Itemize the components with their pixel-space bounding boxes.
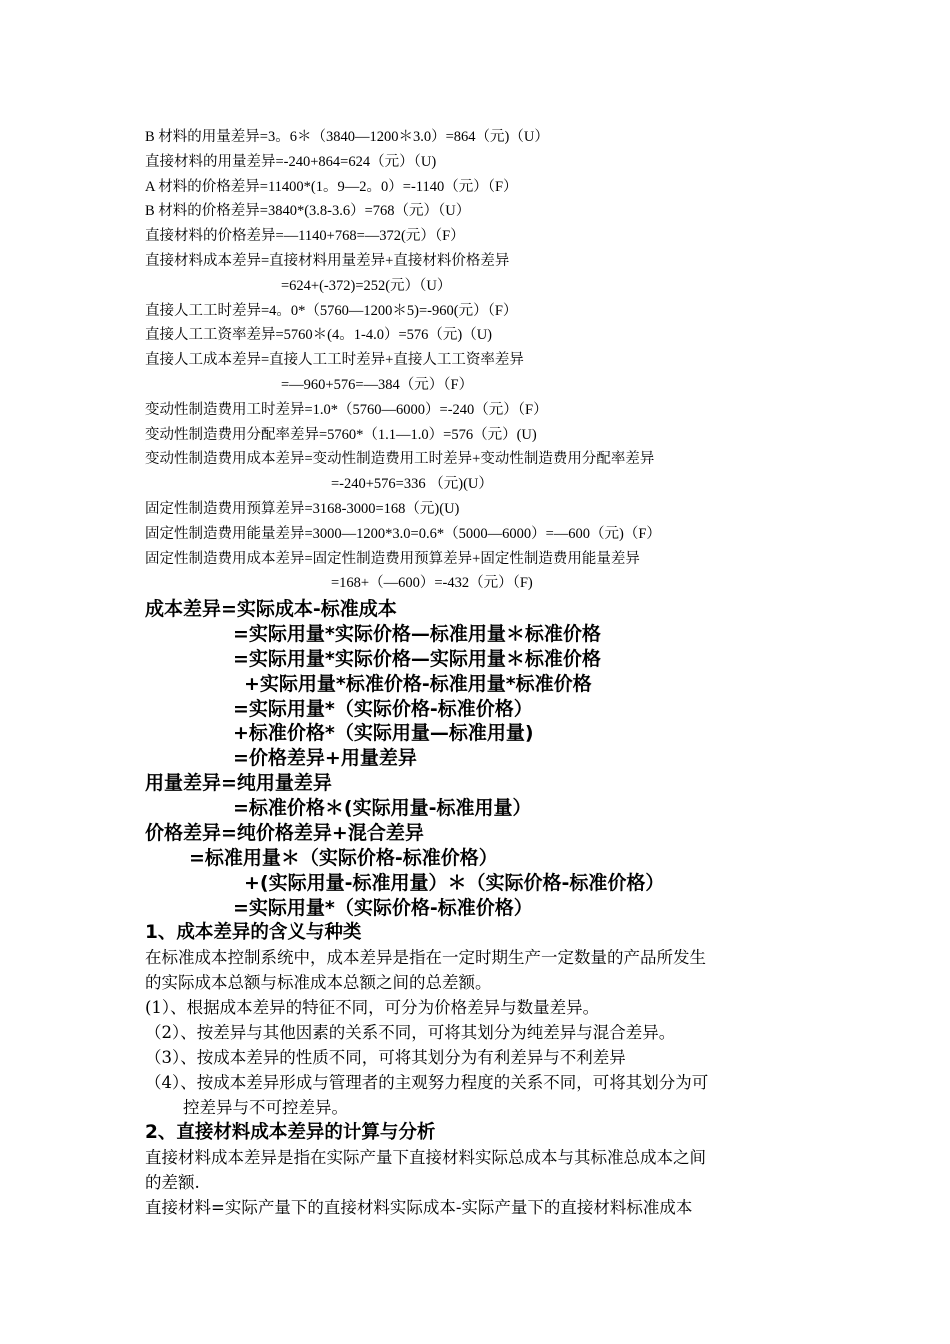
calc-line: 直接材料的价格差异=—1140+768=—372(元）（F） xyxy=(145,228,465,245)
calc-line: 变动性制造费用工时差异=1.0*（5760—6000）=-240（元）（F） xyxy=(145,401,548,418)
list-item: （3）、按成本差异的性质不同，可将其划分为有利差异与不利差异 xyxy=(145,1048,626,1067)
calc-line: 变动性制造费用成本差异=变动性制造费用工时差异+变动性制造费用分配率差异 xyxy=(145,451,655,468)
calc-line: 固定性制造费用能量差异=3000—1200*3.0=0.6*（5000—6000）=—600（元)（F） xyxy=(145,525,661,542)
formula-line: =价格差异+用量差异 xyxy=(233,747,417,770)
paragraph-line: 的实际成本总额与标准成本总额之间的总差额。 xyxy=(145,973,492,992)
calc-line: B 材料的用量差异=3。6＊（3840—1200＊3.0）=864（元)（U） xyxy=(145,129,549,145)
formula-line: +(实际用量-标准用量）＊（实际价格-标准价格） xyxy=(244,871,665,894)
calc-line: 直接材料成本差异=直接材料用量差异+直接材料价格差异 xyxy=(145,252,510,269)
calc-line: B 材料的价格差异=3840*(3.8-3.6）=768（元）（U） xyxy=(145,203,471,220)
paragraph-line: 直接材料成本差异是指在实际产量下直接材料实际总成本与其标准总成本之间 xyxy=(145,1148,706,1167)
section-heading: 1、成本差异的含义与种类 xyxy=(145,922,362,943)
list-item: （2）、按差异与其他因素的关系不同，可将其划分为纯差异与混合差异。 xyxy=(145,1023,676,1042)
calc-line: 固定性制造费用成本差异=固定性制造费用预算差异+固定性制造费用能量差异 xyxy=(145,550,640,567)
calc-line: 变动性制造费用分配率差异=5760*（1.1—1.0）=576（元）(U) xyxy=(145,426,537,443)
calc-line: =-240+576=336 （元)(U） xyxy=(331,476,493,493)
calc-line: =624+(-372)=252(元）（U） xyxy=(281,277,452,294)
calc-line: 直接人工工时差异=4。0*（5760—1200＊5)=-960(元）（F） xyxy=(145,302,518,319)
list-item-continuation: 控差异与不可控差异。 xyxy=(183,1098,348,1117)
formula-line: +实际用量*标准价格-标准用量*标准价格 xyxy=(244,672,592,695)
formula-line: 成本差异=实际成本-标准成本 xyxy=(145,598,397,620)
calc-line: 固定性制造费用预算差异=3168-3000=168（元)(U) xyxy=(145,500,460,517)
formula-line: 价格差异=纯价格差异+混合差异 xyxy=(145,822,424,845)
list-item: （4）、按成本差异形成与管理者的主观努力程度的关系不同，可将其划分为可 xyxy=(145,1073,709,1092)
calc-line: =—960+576=—384（元）（F） xyxy=(281,376,474,393)
section-heading: 2、直接材料成本差异的计算与分析 xyxy=(145,1122,436,1143)
calc-line: 直接材料的用量差异=-240+864=624（元）（U) xyxy=(145,153,437,170)
calculation-block xyxy=(145,125,661,596)
calc-line: 直接人工成本差异=直接人工工时差异+直接人工工资率差异 xyxy=(145,352,524,369)
formula-line: =标准价格＊(实际用量-标准用量） xyxy=(233,797,532,820)
formula-line: =实际用量*（实际价格-标准价格） xyxy=(233,697,533,720)
formula-block xyxy=(145,597,664,921)
formula-line: 直接材料=实际产量下的直接材料实际成本-实际产量下的直接材料标准成本 xyxy=(145,1198,693,1217)
formula-line: =实际用量*实际价格—实际用量＊标准价格 xyxy=(233,647,601,670)
paragraph-line: 在标准成本控制系统中，成本差异是指在一定时期生产一定数量的产品所发生 xyxy=(145,948,706,967)
body-text xyxy=(145,920,825,1220)
formula-line: =标准用量＊（实际价格-标准价格） xyxy=(189,846,498,869)
calc-line: 直接人工工资率差异=5760＊(4。1-4.0）=576（元)（U) xyxy=(145,327,493,344)
formula-line: 用量差异=纯用量差异 xyxy=(145,772,332,795)
calc-line: A 材料的价格差异=11400*(1。9—2。0）=-1140（元）（F） xyxy=(145,178,518,195)
formula-line: +标准价格*（实际用量—标准用量) xyxy=(233,722,534,745)
paragraph-line: 的差额. xyxy=(145,1173,200,1192)
calc-line: =168+（—600）=-432（元）（F) xyxy=(331,575,533,592)
formula-line: =实际用量*实际价格—标准用量＊标准价格 xyxy=(233,622,601,645)
list-item: (1）、根据成本差异的特征不同，可分为价格差异与数量差异。 xyxy=(145,998,600,1017)
formula-line: =实际用量*（实际价格-标准价格） xyxy=(233,896,533,919)
